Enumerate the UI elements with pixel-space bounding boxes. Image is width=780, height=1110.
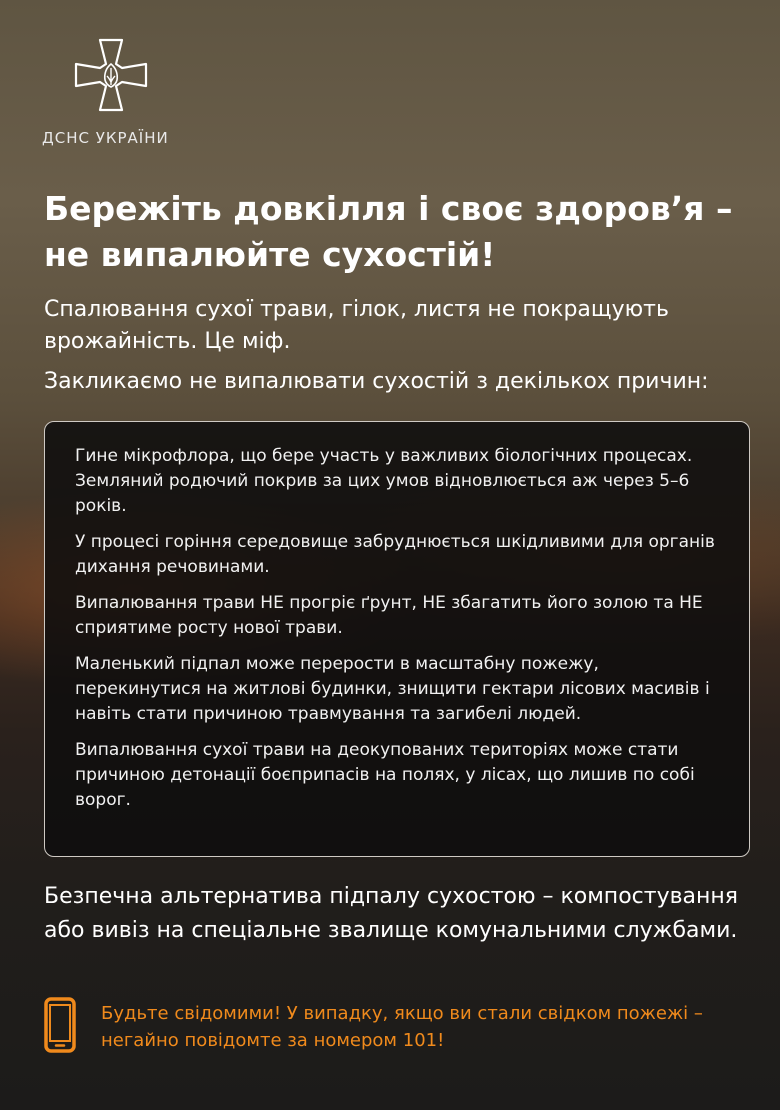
reason-item: Гине мікрофлора, що бере участь у важливих біологічних процесах. Земляний родючий покрив за цих умов відновлюється аж через 5–6 років.: [75, 446, 693, 516]
reason-item: Маленький підпал може перерости в масштабну пожежу, перекинутися на житлові будинки, знищити гектари лісових масивів і навіть стати причиною травмування та загибелі людей.: [75, 654, 710, 724]
sesu-cross-emblem-icon: [74, 38, 148, 112]
reason-item: Випалювання сухої трави на деокупованих територіях може стати причиною детонації боєприпасів на полях, у лісах, що лишив по собі ворог.: [75, 740, 695, 810]
phone-icon: [44, 997, 76, 1053]
intro-text: Спалювання сухої трави, гілок, листя не покращують врожайність. Це міф.: [44, 297, 669, 354]
alternative-text: Безпечна альтернатива підпалу сухостою – компостування або вивіз на спеціальне звалище комунальними службами.: [44, 884, 739, 943]
reasons-box: [44, 421, 750, 857]
emergency-callout: Будьте свідомими! У випадку, якщо ви стали свідком пожежі – негайно повідомте за номером 101!: [101, 1003, 703, 1051]
reason-item: Випалювання трави НЕ прогріє ґрунт, НЕ збагатить його золою та НЕ сприятиме росту нової трави.: [75, 593, 703, 638]
reason-item: У процесі горіння середовище забруднюється шкідливими для органів дихання речовинами.: [75, 532, 715, 577]
lead-text: Закликаємо не випалювати сухостій з декількох причин:: [44, 369, 709, 394]
logo-text: ДСНС УКРАЇНИ: [42, 129, 169, 147]
page-title: Бережіть довкілля і своє здоров’я – не випалюйте сухостій!: [44, 189, 733, 274]
